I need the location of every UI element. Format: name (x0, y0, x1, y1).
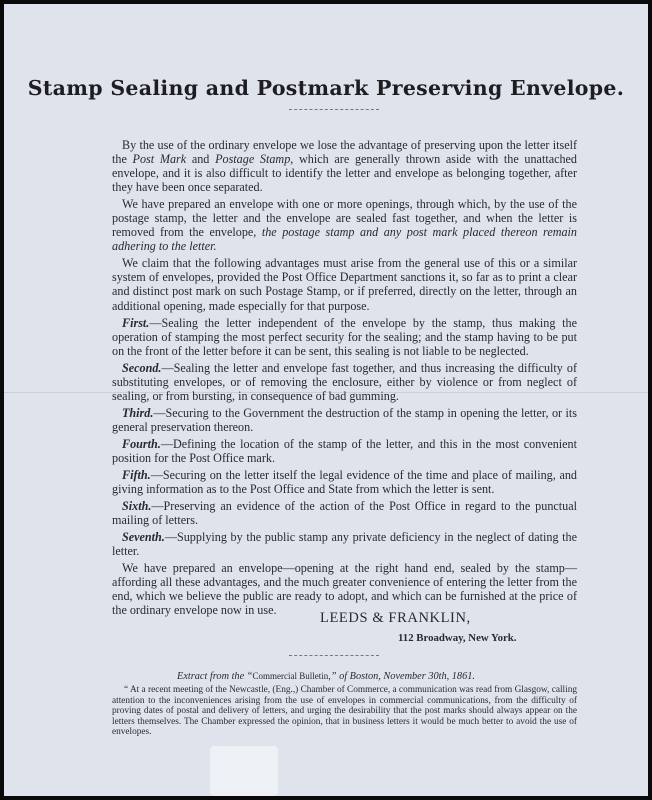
advantage-item: Fourth.—Defining the location of the stamp of the letter, and this in the most convenient position for the Post Office mark. (112, 436, 577, 465)
stamp-residue (210, 746, 278, 796)
advantage-item: First.—Sealing the letter independent of the envelope by the stamp, thus making the operation of stamping the most perfect security for the sealing; and the stamp having to be put on the front of the letter before it can be sent, this sealing is not liable to be neglected. (112, 315, 577, 358)
paragraph-envelope: We have prepared an envelope with one or more openings, through which, by the use of the postage stamp, the letter and the envelope are sealed fast together, and when the letter is removed from the envelope, the postage stamp and any post mark placed thereon remain adhering to the letter. (112, 197, 577, 254)
extract-text: “ At a recent meeting of the Newcastle, (Eng.,) Chamber of Commerce, a communication was read from Glasgow, calling attention to the inconveniences arising from the use of envelopes in commercial communications, from the difficulty of proving dates of postal and delivery of letters, and urging the desirability that the post marks should always appear on the letters themselves. The Chamber expressed the opinion, that in business letters it would be much better to avoid the use of envelopes. (112, 685, 577, 738)
advantage-item: Seventh.—Supplying by the public stamp any private deficiency in the neglect of dating the letter. (112, 530, 577, 559)
paragraph-intro: By the use of the ordinary envelope we lose the advantage of preserving upon the letter itself the Post Mark and Postage Stamp, which are generally thrown aside with the unattached envelope, and it is also difficult to identify the letter and envelope as belonging together, after they have been once separated. (112, 138, 577, 195)
body-text (112, 138, 577, 621)
title-divider (289, 109, 379, 110)
signature-name: LEEDS & FRANKLIN, (320, 610, 471, 626)
advantage-item: Fifth.—Securing on the letter itself the legal evidence of the time and place of mailing, and giving information as to the Post Office and State from which the letter is sent. (112, 468, 577, 497)
advantage-item: Third.—Securing to the Government the destruction of the stamp in opening the letter, or its general preservation thereon. (112, 405, 577, 434)
document-sheet (4, 4, 648, 796)
advantage-item: Second.—Sealing the letter and envelope fast together, and thus increasing the difficulty of substituting envelopes, or of removing the enclosure, either by violence or from neglect of sealing, or from bursting, in consequence of bad gumming. (112, 360, 577, 403)
extract-heading: Extract from the “Commercial Bulletin,” of Boston, November 30th, 1861. (177, 671, 475, 682)
document-title: Stamp Sealing and Postmark Preserving Envelope. (27, 76, 625, 100)
signature-address: 112 Broadway, New York. (398, 632, 517, 644)
advantage-item: Sixth.—Preserving an evidence of the action of the Post Office in regard to the punctual mailing of letters. (112, 499, 577, 528)
paragraph-claim: We claim that the following advantages must arise from the general use of this or a similar system of envelopes, provided the Post Office Department sanctions it, so far as to print a clear and distinct post mark on such Postage Stamp, or if preferred, directly on the letter, through an additional opening, made especially for that purpose. (112, 256, 577, 313)
section-divider (289, 655, 379, 656)
paragraph-closing: We have prepared an envelope—opening at the right hand end, sealed by the stamp—affording all these advantages, and the much greater convenience of entering the letter from the end, which we believe the public are ready to adopt, and which can be furnished at the price of the ordinary envelope now in use. (112, 561, 577, 618)
